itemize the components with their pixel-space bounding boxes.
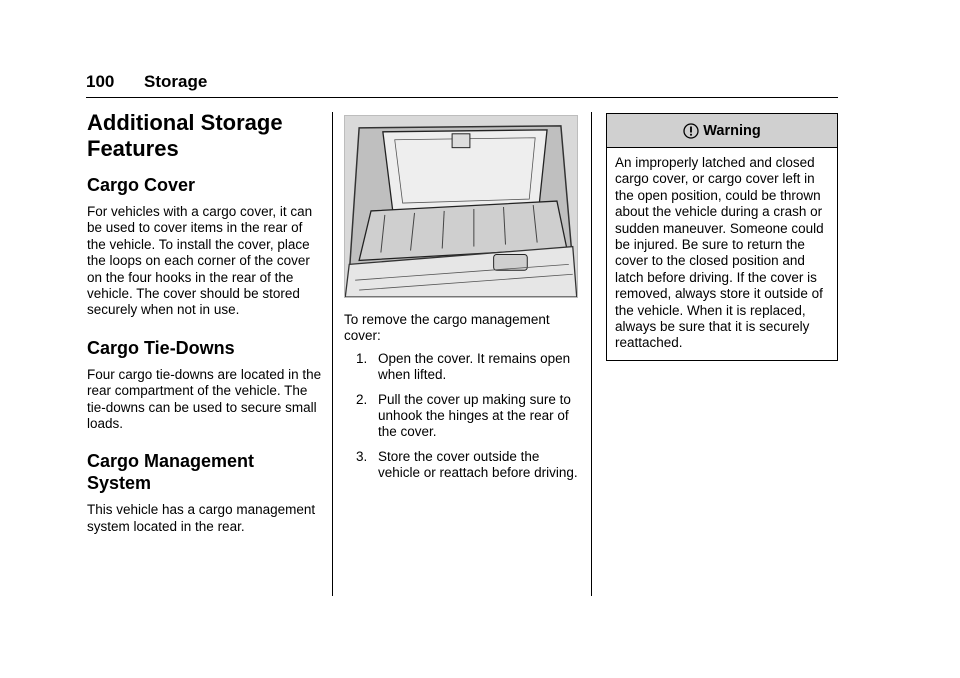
warning-icon [683,123,699,139]
left-column [87,110,323,553]
page-number: 100 [86,72,115,91]
warning-header [607,114,837,148]
right-column [606,113,838,361]
step-text: Store the cover outside the vehicle or reattach before driving. [378,448,578,481]
step-text: Pull the cover up making sure to unhook the hinges at the rear of the cover. [378,391,571,440]
step-number: 3. [356,448,368,464]
page-header [86,72,838,98]
page-title [87,110,323,162]
warning-box [606,113,838,361]
heading-line: System [87,473,152,494]
list-item [344,351,580,384]
cargo-area-illustration [344,115,578,298]
middle-column [344,115,580,490]
list-item [344,392,580,441]
tie-downs-text: Four cargo tie-downs are located in the rear compartment of the vehicle. The tie-downs can be used to secure small loads. [87,366,322,432]
step-number: 1. [356,350,368,366]
title-line: Features [87,136,179,161]
warning-title: Warning [703,122,761,139]
column-divider [591,112,592,596]
heading-line: Cargo Management [87,451,255,472]
management-heading [87,450,323,494]
column-divider [332,112,333,596]
title-line: Additional Storage [87,110,283,135]
tie-downs-heading: Cargo Tie-Downs [87,337,235,358]
step-number: 2. [356,391,368,407]
removal-intro: To remove the cargo management cover: [344,312,550,344]
section-name: Storage [144,72,208,91]
warning-text: An improperly latched and closed cargo cover, or cargo cover left in the open position, could be thrown about the vehicle during a crash or sudden maneuver. Someone could be injured. Be sure to return the cover to the closed position and latch before driving. If the cover is removed, always store it outside of the vehicle. When it is replaced, always be sure that it is securely reattached. [615,155,824,351]
removal-steps [344,351,580,482]
list-item [344,449,580,482]
management-text: This vehicle has a cargo management system located in the rear. [87,502,316,534]
cargo-cover-text: For vehicles with a cargo cover, it can be used to cover items in the rear of the vehicle. To install the cover, place the loops on each corner of the cover on the four hooks in the rear of the vehicle. The cover should be stored securely when not in use. [87,204,313,318]
step-text: Open the cover. It remains open when lifted. [378,350,571,383]
cargo-cover-heading: Cargo Cover [87,175,196,195]
